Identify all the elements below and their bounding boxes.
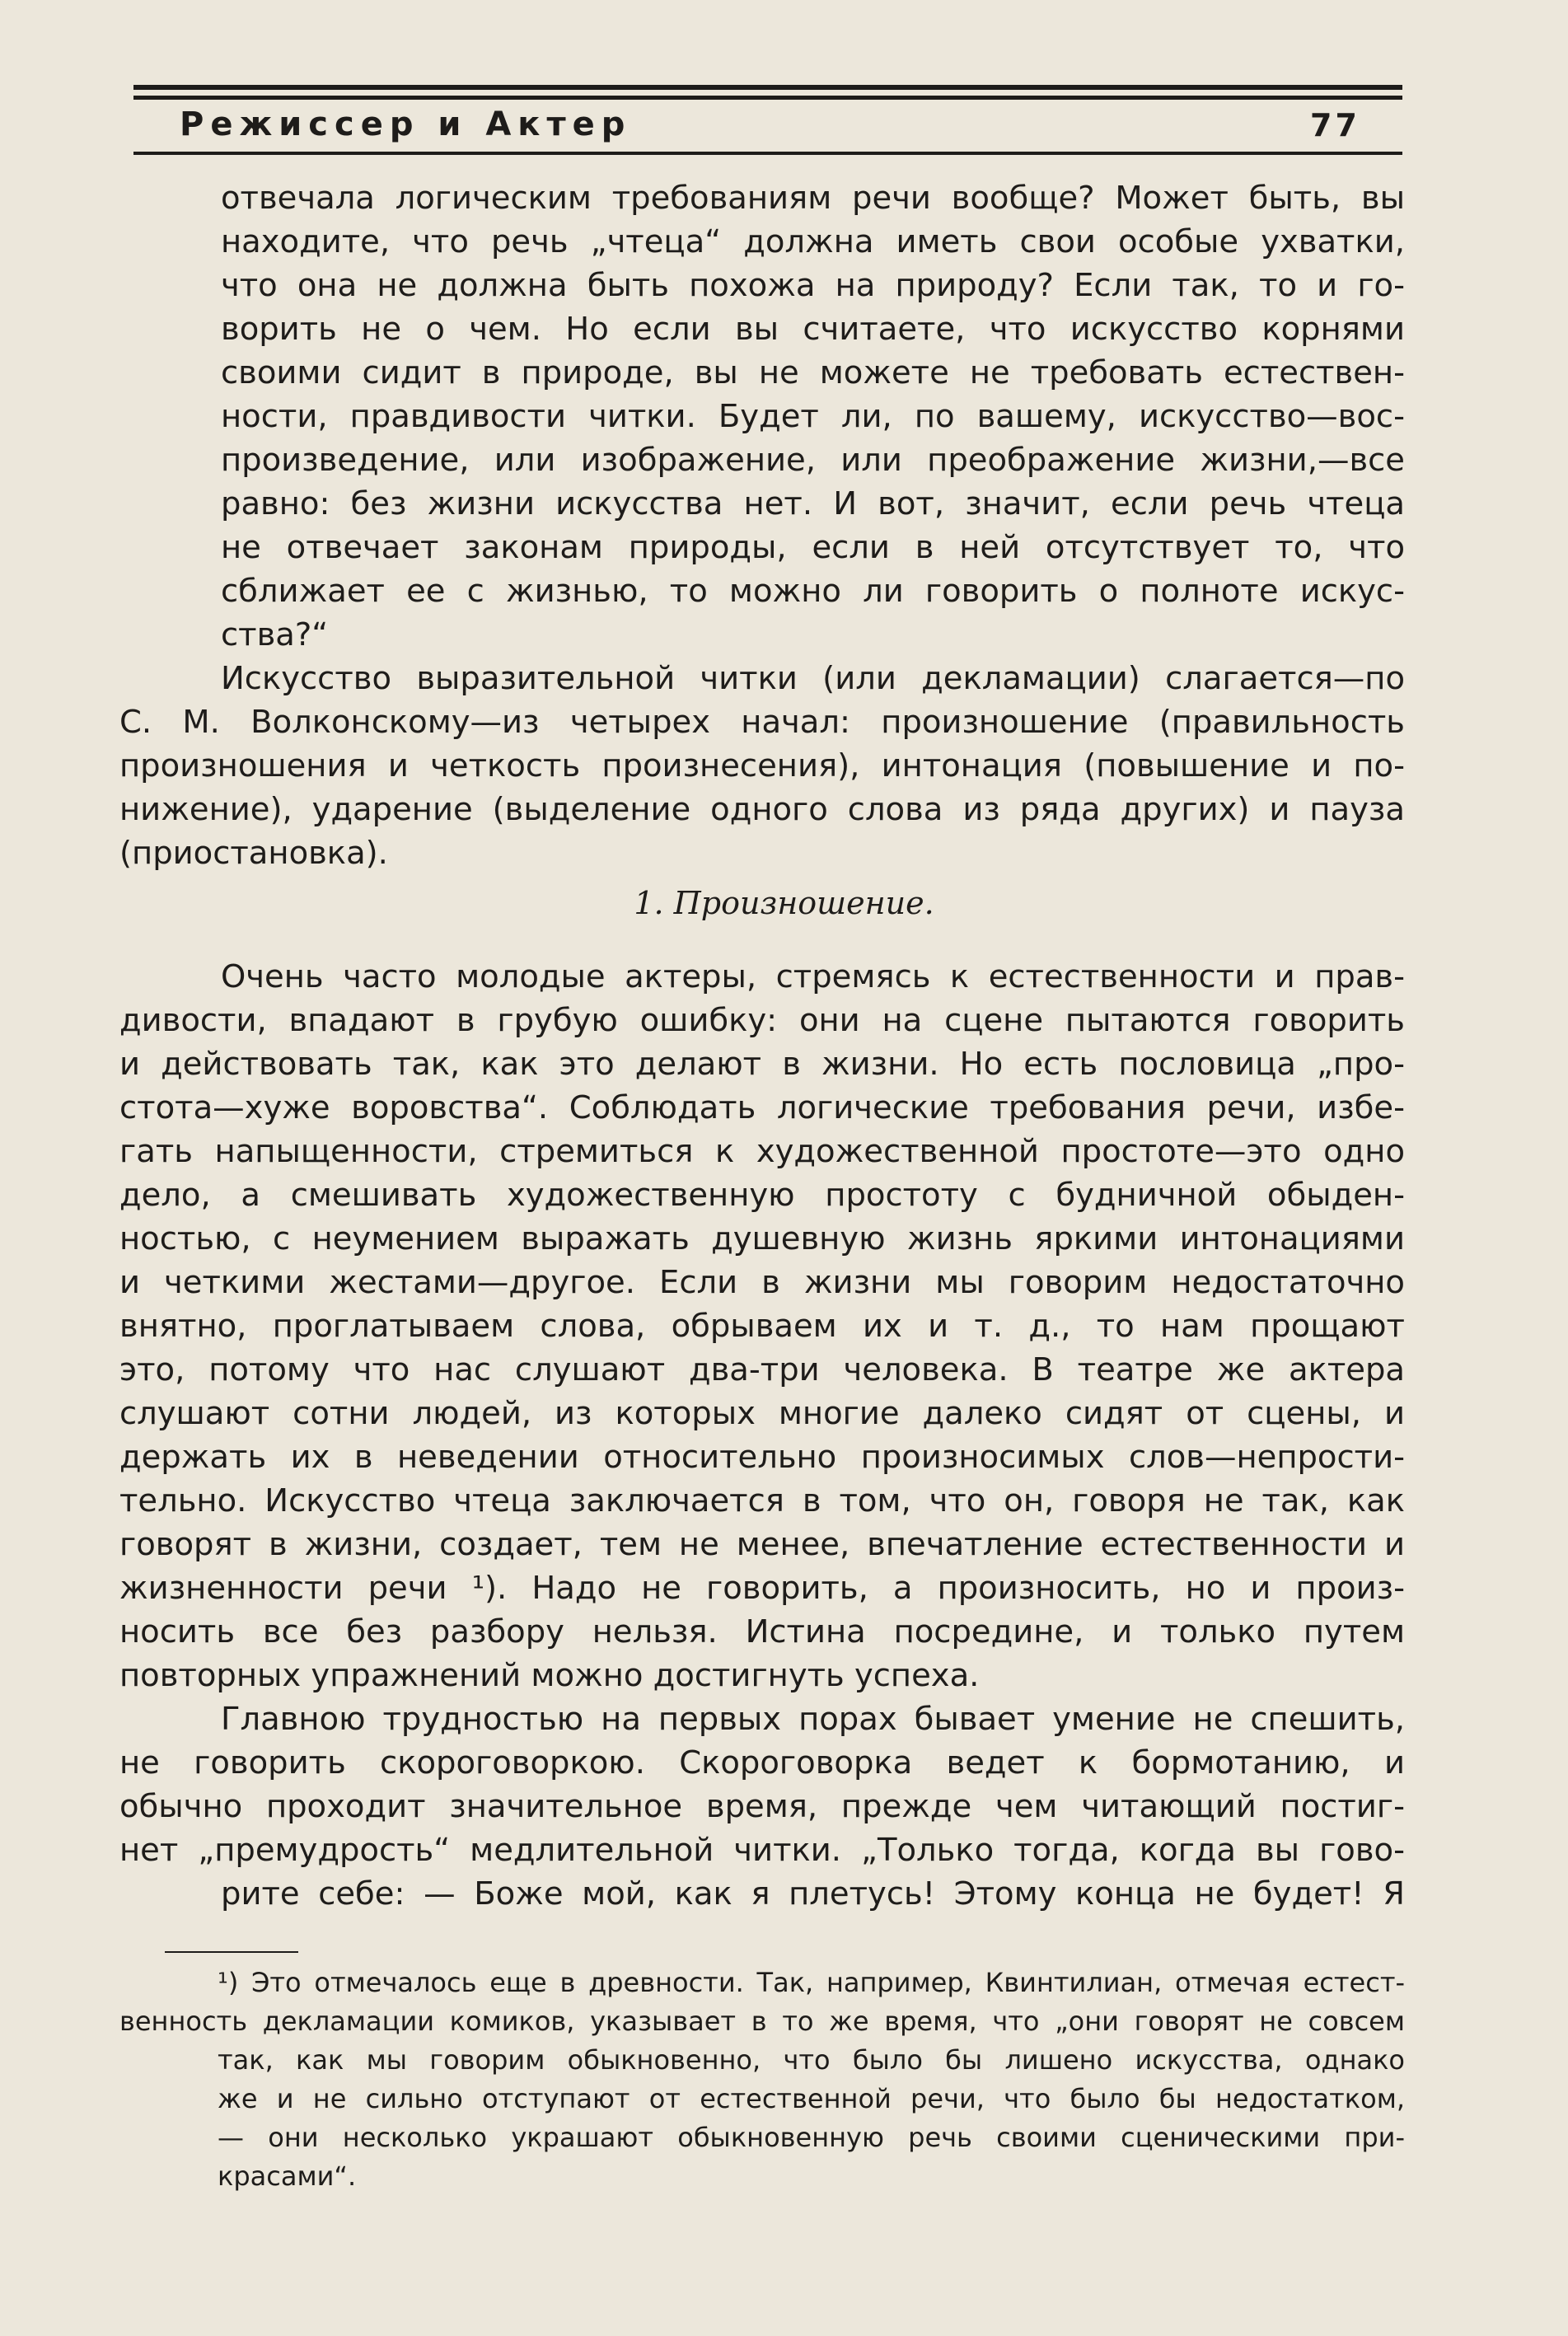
text-line: отвечала логическим требованиям речи вообще? Может быть, вы bbox=[221, 180, 1405, 217]
text-line: гать напыщенности, стремиться к художественной простоте—это одно bbox=[119, 1133, 1405, 1170]
text-line: жизненности речи ¹). Надо не говорить, а произносить, но и произ- bbox=[119, 1570, 1405, 1607]
text-line: (приостановка). bbox=[119, 835, 388, 872]
text-line: ности, правдивости читки. Будет ли, по вашему, искусство—вос- bbox=[221, 398, 1405, 435]
text-line: внятно, проглатываем слова, обрываем их и т. д., то нам прощают bbox=[119, 1308, 1405, 1345]
footnote-line: ¹) Это отмечалось еще в древности. Так, например, Квинтилиан, отмечая естест- bbox=[218, 1967, 1405, 1998]
footnote-rule bbox=[165, 1951, 298, 1953]
running-header-title: Режиссер и Актер bbox=[180, 105, 632, 143]
text-line: говорят в жизни, создает, тем не менее, впечатление естественности и bbox=[119, 1526, 1405, 1563]
text-line: нижение), ударение (выделение одного слова из ряда других) и пауза bbox=[119, 791, 1405, 828]
text-line: и действовать так, как это делают в жизни. Но есть пословица „про- bbox=[119, 1046, 1405, 1083]
header-rule-top bbox=[133, 85, 1402, 90]
text-line: тельно. Искусство чтеца заключается в том, что он, говоря не так, как bbox=[119, 1482, 1405, 1519]
text-line: ностью, с неумением выражать душевную жизнь яркими интонациями bbox=[119, 1220, 1405, 1257]
text-line: сближает ее с жизнью, то можно ли говорить о полноте искус- bbox=[221, 573, 1405, 610]
text-line: и четкими жестами—другое. Если в жизни мы говорим недостаточно bbox=[119, 1264, 1405, 1301]
text-line: носить все без разбору нельзя. Истина посредине, и только путем bbox=[119, 1613, 1405, 1650]
text-line: Очень часто молодые актеры, стремясь к естественности и прав- bbox=[221, 958, 1405, 995]
text-line: стота—хуже воровства“. Соблюдать логические требования речи, избе- bbox=[119, 1089, 1405, 1126]
text-line: С. М. Волконскому—из четырех начал: произношение (правильность bbox=[119, 704, 1405, 741]
footnote-line: — они несколько украшают обыкновенную речь своими сценическими при- bbox=[218, 2122, 1405, 2153]
text-line: держать их в неведении относительно произносимых слов—непрости- bbox=[119, 1439, 1405, 1476]
section-heading: 1. Произношение. bbox=[634, 885, 934, 921]
page-number: 77 bbox=[1310, 107, 1360, 143]
text-line: ворить не о чем. Но если вы считаете, что искусство корнями bbox=[221, 311, 1405, 348]
paragraph-first-line: Искусство выразительной читки (или декламации) слагается—по bbox=[221, 660, 1405, 697]
text-line: нет „премудрость“ медлительной читки. „Только тогда, когда вы гово- bbox=[119, 1832, 1405, 1869]
text-line: обычно проходит значительное время, прежде чем читающий постиг- bbox=[119, 1788, 1405, 1825]
text-line: ства?“ bbox=[221, 616, 329, 653]
text-line: повторных упражнений можно достигнуть успеха. bbox=[119, 1657, 980, 1694]
header-rule-top-thin bbox=[133, 96, 1402, 100]
text-line: произведение, или изображение, или преображение жизни,—все bbox=[221, 442, 1405, 479]
footnote-line: красами“. bbox=[218, 2160, 357, 2192]
text-line: это, потому что нас слушают два-три человека. В театре же актера bbox=[119, 1351, 1405, 1388]
footnote-line: так, как мы говорим обыкновенно, что было бы лишено искусства, однако bbox=[218, 2044, 1405, 2076]
text-line: дивости, впадают в грубую ошибку: они на сцене пытаются говорить bbox=[119, 1002, 1405, 1039]
text-line: Главною трудностью на первых порах бывает умение не спешить, bbox=[221, 1701, 1405, 1738]
text-line: рите себе: — Боже мой, как я плетусь! Этому конца не будет! Я bbox=[221, 1875, 1405, 1912]
text-line: произношения и четкость произнесения), интонация (повышение и по- bbox=[119, 747, 1405, 784]
footnote-line: же и не сильно отступают от естественной речи, что было бы недостатком, bbox=[218, 2083, 1405, 2114]
text-line: слушают сотни людей, из которых многие далеко сидят от сцены, и bbox=[119, 1395, 1405, 1432]
text-line: находите, что речь „чтеца“ должна иметь свои особые ухватки, bbox=[221, 223, 1405, 260]
header-rule-bottom bbox=[133, 152, 1402, 155]
text-line: что она не должна быть похожа на природу? Если так, то и го- bbox=[221, 267, 1405, 304]
text-line: равно: без жизни искусства нет. И вот, значит, если речь чтеца bbox=[221, 485, 1405, 522]
text-line: не отвечает законам природы, если в ней отсутствует то, что bbox=[221, 529, 1405, 566]
text-line: дело, а смешивать художественную простоту с будничной обыден- bbox=[119, 1177, 1405, 1214]
text-line: своими сидит в природе, вы не можете не требовать естествен- bbox=[221, 354, 1405, 391]
text-line bbox=[221, 660, 1405, 697]
footnote-line: венность декламации комиков, указывает в то же время, что „они говорят не совсем bbox=[119, 2006, 1405, 2037]
text-line: не говорить скороговоркою. Скороговорка ведет к бормотанию, и bbox=[119, 1744, 1405, 1781]
